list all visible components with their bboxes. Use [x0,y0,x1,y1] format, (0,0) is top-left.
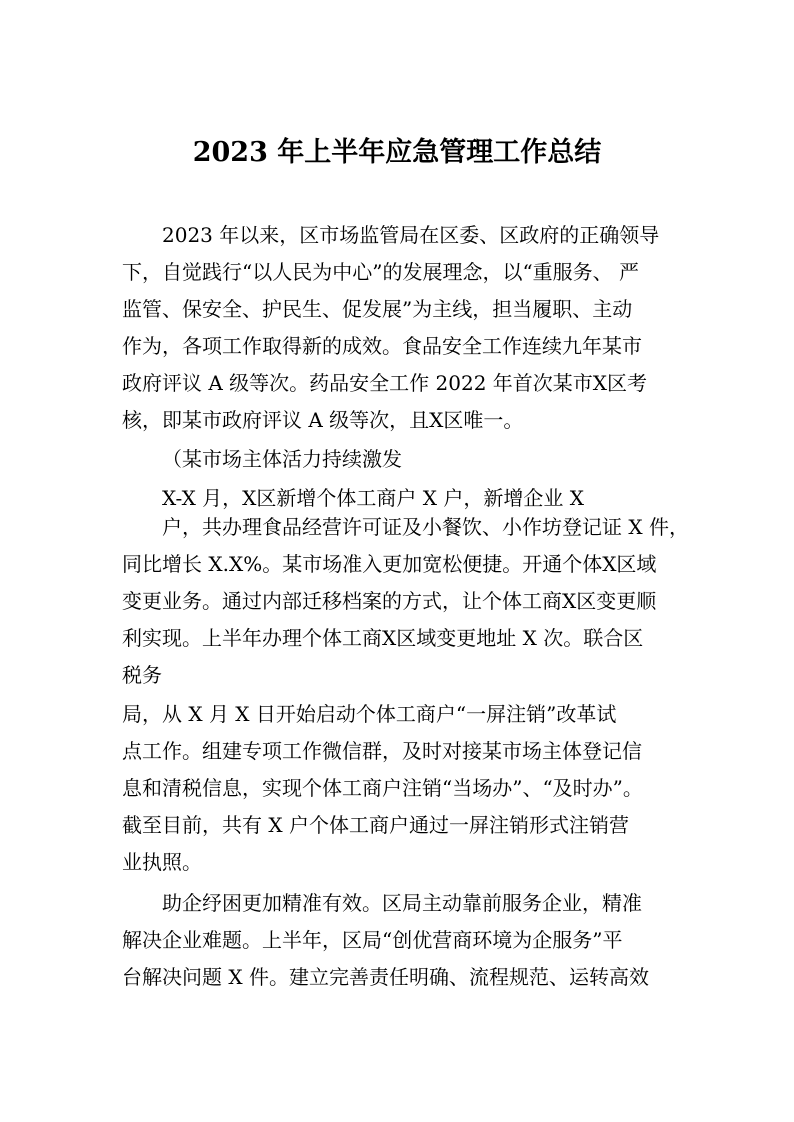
body-line: 户，共办理食品经营许可证及小餐饮、小作坊登记证 X 件， [162,515,689,539]
body-line: X-X 月，X区新增个体工商户 X 户，新增企业 X [162,486,584,510]
body-line: 业执照。 [122,850,202,874]
section-heading: （某市场主体活力持续激发 [162,447,402,471]
body-line: 台解决问题 X 件。建立完善责任明确、流程规范、运转高效 [122,965,649,989]
body-line: 作为，各项工作取得新的成效。食品安全工作连续九年某市 [122,334,642,358]
body-line: 解决企业难题。上半年，区局“创优营商环境为企服务”平 [122,928,623,952]
body-line: 变更业务。通过内部迁移档案的方式，让个体工商X区变更顺 [122,589,657,613]
body-line: 下，自觉践行“以人民为中心”的发展理念，以“重服务、 严 [122,260,640,284]
body-line: 截至目前，共有 X 户个体工商户通过一屏注销形式注销营 [122,813,629,837]
body-line: 息和清税信息，实现个体工商户注销“当场办”、“及时办”。 [122,776,643,800]
body-line: 点工作。组建专项工作微信群，及时对接某市场主体登记信 [122,739,642,763]
body-line: 同比增长 X.X%。某市场准入更加宽松便捷。开通个体X区域 [122,552,657,576]
body-line: 利实现。上半年办理个体工商X区域变更地址 X 次。联合区 [122,626,644,650]
body-line: 政府评议 A 级等次。药品安全工作 2022 年首次某市X区考 [122,371,648,395]
body-line: 2023 年以来，区市场监管局在区委、区政府的正确领导 [162,223,660,247]
document-title: 2023 年上半年应急管理工作总结 [192,137,602,168]
body-line: 局，从 X 月 X 日开始启动个体工商户“一屏注销”改革试 [122,702,617,726]
body-line: 核，即某市政府评议 A 级等次，且X区唯一。 [122,408,524,432]
body-line: 税务 [122,663,162,687]
body-line: 监管、保安全、护民生、促发展”为主线，担当履职、主动 [122,297,633,321]
body-line: 助企纾困更加精准有效。区局主动靠前服务企业，精准 [162,891,642,915]
